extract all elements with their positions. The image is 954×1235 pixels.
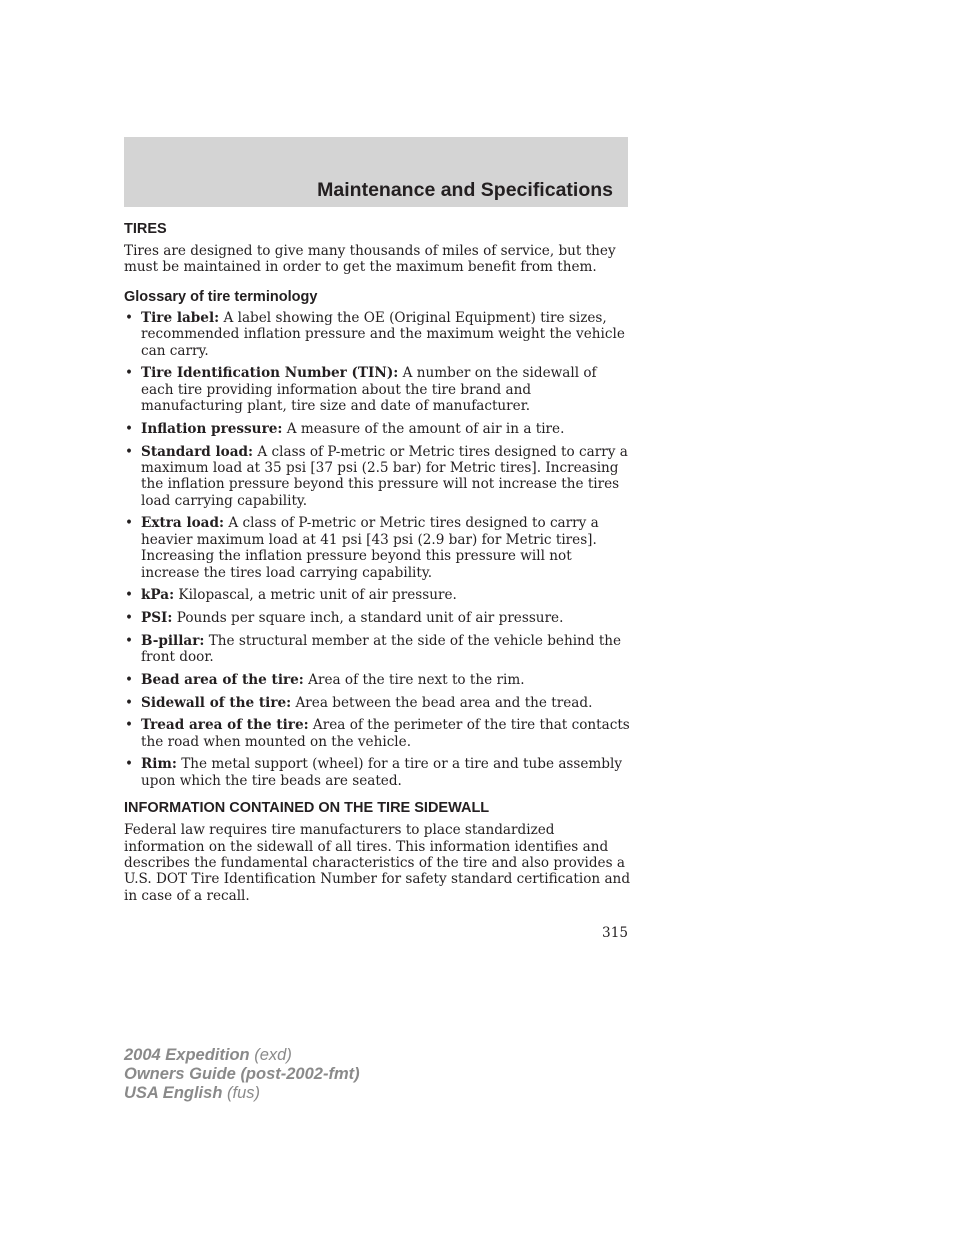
glossary-definition: Pounds per square inch, a standard unit of air pressure.	[172, 610, 564, 627]
glossary-term: Rim:	[141, 756, 177, 773]
bullet-icon: •	[125, 610, 134, 627]
bullet-icon: •	[125, 632, 134, 649]
glossary-term: B-pillar:	[141, 632, 205, 649]
bullet-icon: •	[125, 671, 134, 688]
sidewall-info-heading: INFORMATION CONTAINED ON THE TIRE SIDEWALL	[124, 800, 490, 817]
list-item	[124, 365, 630, 414]
section-title: Maintenance and Specifications	[317, 179, 613, 201]
list-item	[124, 695, 630, 711]
footer-guide: Owners Guide (post-2002-fmt)	[124, 1065, 360, 1083]
glossary-definition: A measure of the amount of air in a tire.	[282, 420, 565, 437]
footer-model: 2004 Expedition	[124, 1046, 250, 1064]
glossary-definition: Area of the tire next to the rim.	[303, 671, 525, 688]
glossary-term: kPa:	[141, 587, 175, 604]
list-item	[124, 444, 630, 510]
tires-heading: TIRES	[124, 221, 167, 237]
footer-model-code: (exd)	[249, 1046, 292, 1064]
glossary-definition: Kilopascal, a metric unit of air pressure.	[174, 587, 457, 604]
list-item	[124, 672, 630, 688]
glossary-term: Tire Identification Number (TIN):	[141, 365, 399, 382]
page-number: 315	[602, 925, 628, 941]
glossary-definition: A number on the sidewall of each tire providing information about the tire brand and manufacturing plant, tire size and date of manufacturer.	[141, 365, 597, 415]
glossary-heading: Glossary of tire terminology	[124, 288, 318, 305]
glossary-definition: The structural member at the side of the vehicle behind the front door.	[141, 632, 622, 666]
glossary-term: Extra load:	[141, 515, 225, 532]
list-item	[124, 310, 630, 359]
footer-line-language	[124, 1084, 360, 1103]
section-header-band	[124, 137, 628, 207]
list-item	[124, 756, 630, 789]
bullet-icon: •	[125, 420, 134, 437]
footer-line-guide	[124, 1065, 360, 1084]
bullet-icon: •	[125, 756, 134, 773]
glossary-term: Inflation pressure:	[141, 420, 283, 437]
footer-line-model	[124, 1046, 360, 1065]
tires-intro: Tires are designed to give many thousands of miles of service, but they must be maintained in order to get the maximum benefit from them.	[124, 243, 616, 276]
list-item	[124, 610, 630, 626]
bullet-icon: •	[125, 717, 134, 734]
bullet-icon: •	[125, 443, 134, 460]
glossary-definition: A label showing the OE (Original Equipment) tire sizes, recommended inflation pressure and the maximum weight the vehicle can carry.	[141, 309, 625, 359]
bullet-icon: •	[125, 694, 134, 711]
bullet-icon: •	[125, 309, 134, 326]
glossary-definition: Area between the bead area and the tread.	[291, 694, 593, 711]
list-item	[124, 515, 630, 581]
sidewall-info-body: Federal law requires tire manufacturers to place standardized information on the sidewall of all tires. This information identifies and describes the fundamental characteristics of the tire and also provides a U.S. DOT Tire Identification Number for safety standard certification and in case of a recall.	[124, 822, 631, 904]
list-item	[124, 587, 630, 603]
glossary-term: Tread area of the tire:	[141, 717, 309, 734]
glossary-term: Tire label:	[141, 309, 220, 326]
page-content	[124, 220, 630, 904]
glossary-definition: A class of P-metric or Metric tires designed to carry a maximum load at 35 psi [37 psi (2.5 bar) for Metric tires]. Increasing the inflation pressure beyond this pressure will not increase the tires load carrying capability.	[141, 443, 628, 509]
list-item	[124, 717, 630, 750]
document-footer	[124, 1046, 360, 1103]
bullet-icon: •	[125, 515, 134, 532]
glossary-definition: A class of P-metric or Metric tires designed to carry a heavier maximum load at 41 psi [43 psi (2.9 bar) for Metric tires]. Increasing the inflation pressure beyond this pressure will not increase the tires load carrying capability.	[141, 515, 599, 581]
glossary-definition: Area of the perimeter of the tire that contacts the road when mounted on the vehicle.	[141, 717, 630, 750]
footer-language: USA English	[124, 1084, 223, 1102]
list-item	[124, 421, 630, 437]
glossary-term: Standard load:	[141, 443, 254, 460]
list-item	[124, 633, 630, 666]
glossary-list	[124, 310, 630, 789]
footer-language-code: (fus)	[222, 1084, 260, 1102]
glossary-definition: The metal support (wheel) for a tire or a tire and tube assembly upon which the tire beads are seated.	[141, 756, 623, 789]
glossary-term: PSI:	[141, 610, 173, 627]
bullet-icon: •	[125, 365, 134, 382]
glossary-term: Bead area of the tire:	[141, 671, 304, 688]
glossary-term: Sidewall of the tire:	[141, 694, 292, 711]
bullet-icon: •	[125, 587, 134, 604]
